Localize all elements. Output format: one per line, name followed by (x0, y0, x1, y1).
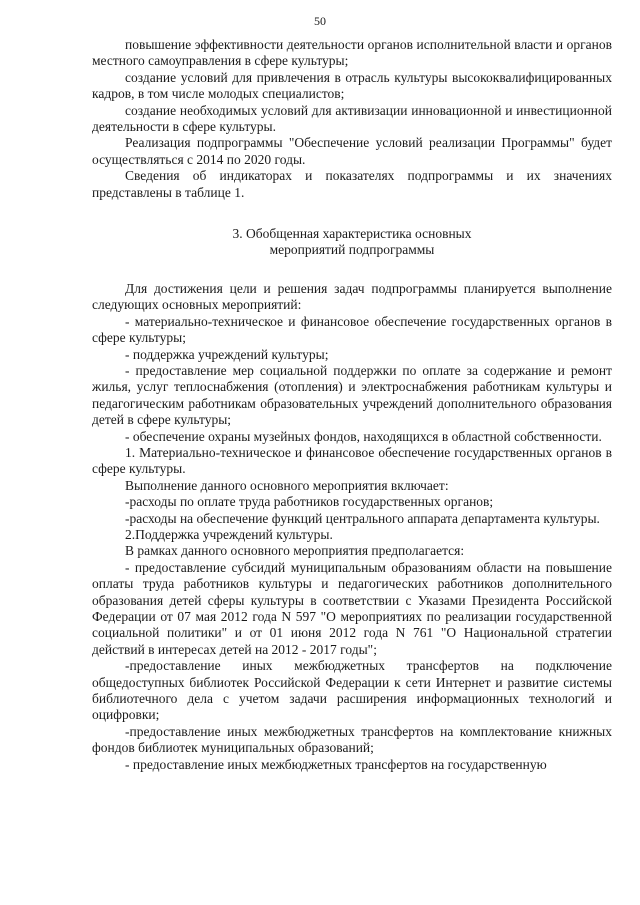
section-heading-line: 3. Обобщенная характеристика основных (232, 226, 472, 242)
paragraph: Выполнение данного основного мероприятия включает: (125, 477, 449, 493)
paragraph: 1. Материально-техническое и финансовое обеспечение государственных органов в сфере культуры. (92, 444, 612, 477)
paragraph: -расходы по оплате труда работников государственных органов; (125, 494, 494, 510)
paragraph: - обеспечение охраны музейных фондов, находящихся в областной собственности. (125, 428, 602, 444)
paragraph: - предоставление иных межбюджетных трансфертов на государственную (125, 756, 547, 772)
paragraph: -расходы на обеспечение функций центрального аппарата департамента культуры. (125, 510, 600, 526)
paragraph: повышение эффективности деятельности органов исполнительной власти и органов местного самоуправления в сфере культуры; (92, 37, 612, 69)
document-body (92, 37, 612, 773)
paragraph: -предоставление иных межбюджетных трансфертов на комплектование книжных фондов библиотек муниципальных образований; (92, 723, 612, 756)
paragraph: - предоставление мер социальной поддержки по оплате за содержание и ремонт жилья, услуг теплоснабжения (отопления) и электроснабжения работникам культуры и педагогическим работникам образовательных учреждений дополнительного образования детей в сфере культуры; (92, 362, 612, 428)
section-heading-line: мероприятий подпрограммы (269, 242, 435, 258)
paragraph: - материально-техническое и финансовое обеспечение государственных органов в сфере культуры; (92, 313, 612, 346)
paragraph: Сведения об индикаторах и показателях подпрограммы и их значениях представлены в таблице 1. (92, 168, 612, 200)
paragraph: В рамках данного основного мероприятия предполагается: (125, 543, 465, 559)
paragraph: - предоставление субсидий муниципальным образованиям области на повышение оплаты труда работников культуры и педагогических работников дополнительного образования детей сферы культуры в соответствии с Указами Президента Российской Федерации от 07 мая 2012 года N 597 "О мероприятиях по реализации государственной социальной политики" и от 01 июня 2012 года N 761 "О Национальной стратегии действий в интересах детей на 2012 - 2017 годы"; (92, 559, 612, 657)
paragraph: Реализация подпрограммы "Обеспечение условий реализации Программы" будет осуществляться с 2014 по 2020 годы. (92, 135, 612, 167)
paragraph: создание необходимых условий для активизации инновационной и инвестиционной деятельности в сфере культуры. (92, 102, 612, 135)
paragraph: создание условий для привлечения в отрасль культуры высококвалифицированных кадров, в том числе молодых специалистов; (92, 69, 612, 102)
paragraph: -предоставление иных межбюджетных трансфертов на подключение общедоступных библиотек Российской Федерации к сети Интернет и развитие системы библиотечного дела с учетом задачи расширения информационных технологий и оцифровки; (92, 658, 612, 723)
paragraph: - поддержка учреждений культуры; (125, 346, 329, 362)
paragraph: 2.Поддержка учреждений культуры. (125, 526, 333, 542)
paragraph: Для достижения цели и решения задач подпрограммы планируется выполнение следующих основных мероприятий: (92, 280, 612, 313)
page-number: 50 (314, 14, 326, 28)
section-heading (92, 226, 612, 259)
